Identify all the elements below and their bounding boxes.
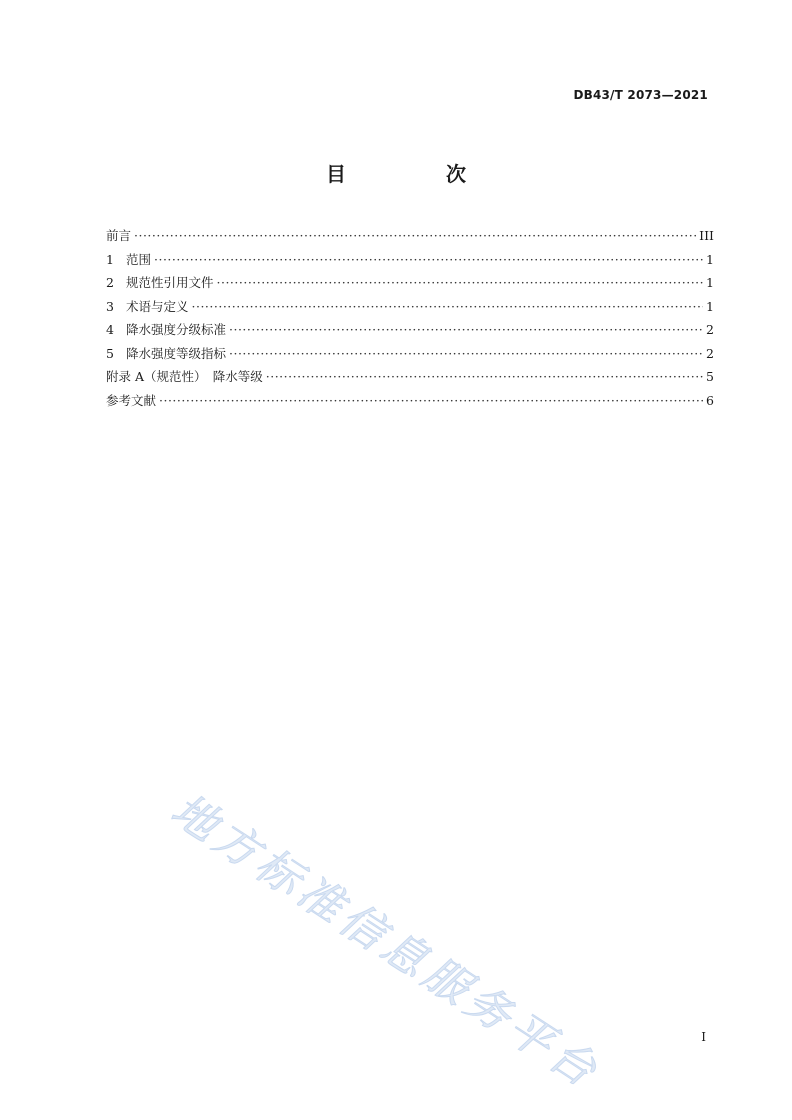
toc-entry-page: 1 [706,298,714,314]
toc-entry-page: 1 [706,251,714,267]
toc-entry-label: 降水强度等级指标 [126,345,227,361]
toc-entry-page: 2 [706,345,714,361]
toc-entry-label: 参考文献 [106,392,157,408]
toc-leader-dots [159,389,703,413]
toc-entry-label: 前言 [106,228,132,243]
toc-entry-number: 1 [106,251,114,267]
toc-leader-dots [154,248,703,272]
toc-entry-label: 术语与定义 [126,298,189,314]
toc-leader-dots [229,318,703,342]
toc-entry-scope[interactable] [106,248,714,272]
toc-entry-label: 规范性引用文件 [126,275,214,290]
toc-leader-dots [266,365,703,389]
toc-entry-page: 5 [706,369,714,384]
toc-entry-normative-references[interactable] [106,271,714,295]
toc-leader-dots [217,271,703,295]
table-of-contents [106,224,714,412]
standard-code: DB43/T 2073—2021 [573,88,708,102]
toc-entry-grade-indicators[interactable] [106,342,714,366]
toc-title: 目 次 [326,162,506,186]
toc-leader-dots [192,295,703,319]
toc-entry-foreword[interactable] [106,224,714,248]
toc-entry-terms-definitions[interactable] [106,295,714,319]
toc-entry-bibliography[interactable] [106,389,714,413]
toc-entry-label: 附录 A（规范性） 降水等级 [106,369,263,384]
toc-entry-page: 6 [706,392,714,408]
watermark: 地方标准信息服务平台 [162,784,610,1100]
toc-leader-dots [134,224,696,248]
toc-leader-dots [229,342,703,366]
toc-entry-number: 2 [106,275,114,290]
toc-entry-page: 1 [706,275,714,290]
toc-entry-page: 2 [706,322,714,337]
toc-entry-page: III [699,228,714,243]
page-number: I [701,1030,706,1044]
toc-entry-number: 5 [106,345,114,361]
toc-entry-label: 降水强度分级标准 [126,322,227,337]
toc-entry-appendix-a[interactable] [106,365,714,389]
toc-entry-number: 4 [106,322,114,337]
toc-entry-label: 范围 [126,251,152,267]
toc-entry-grading-standard[interactable] [106,318,714,342]
toc-entry-number: 3 [106,298,114,314]
